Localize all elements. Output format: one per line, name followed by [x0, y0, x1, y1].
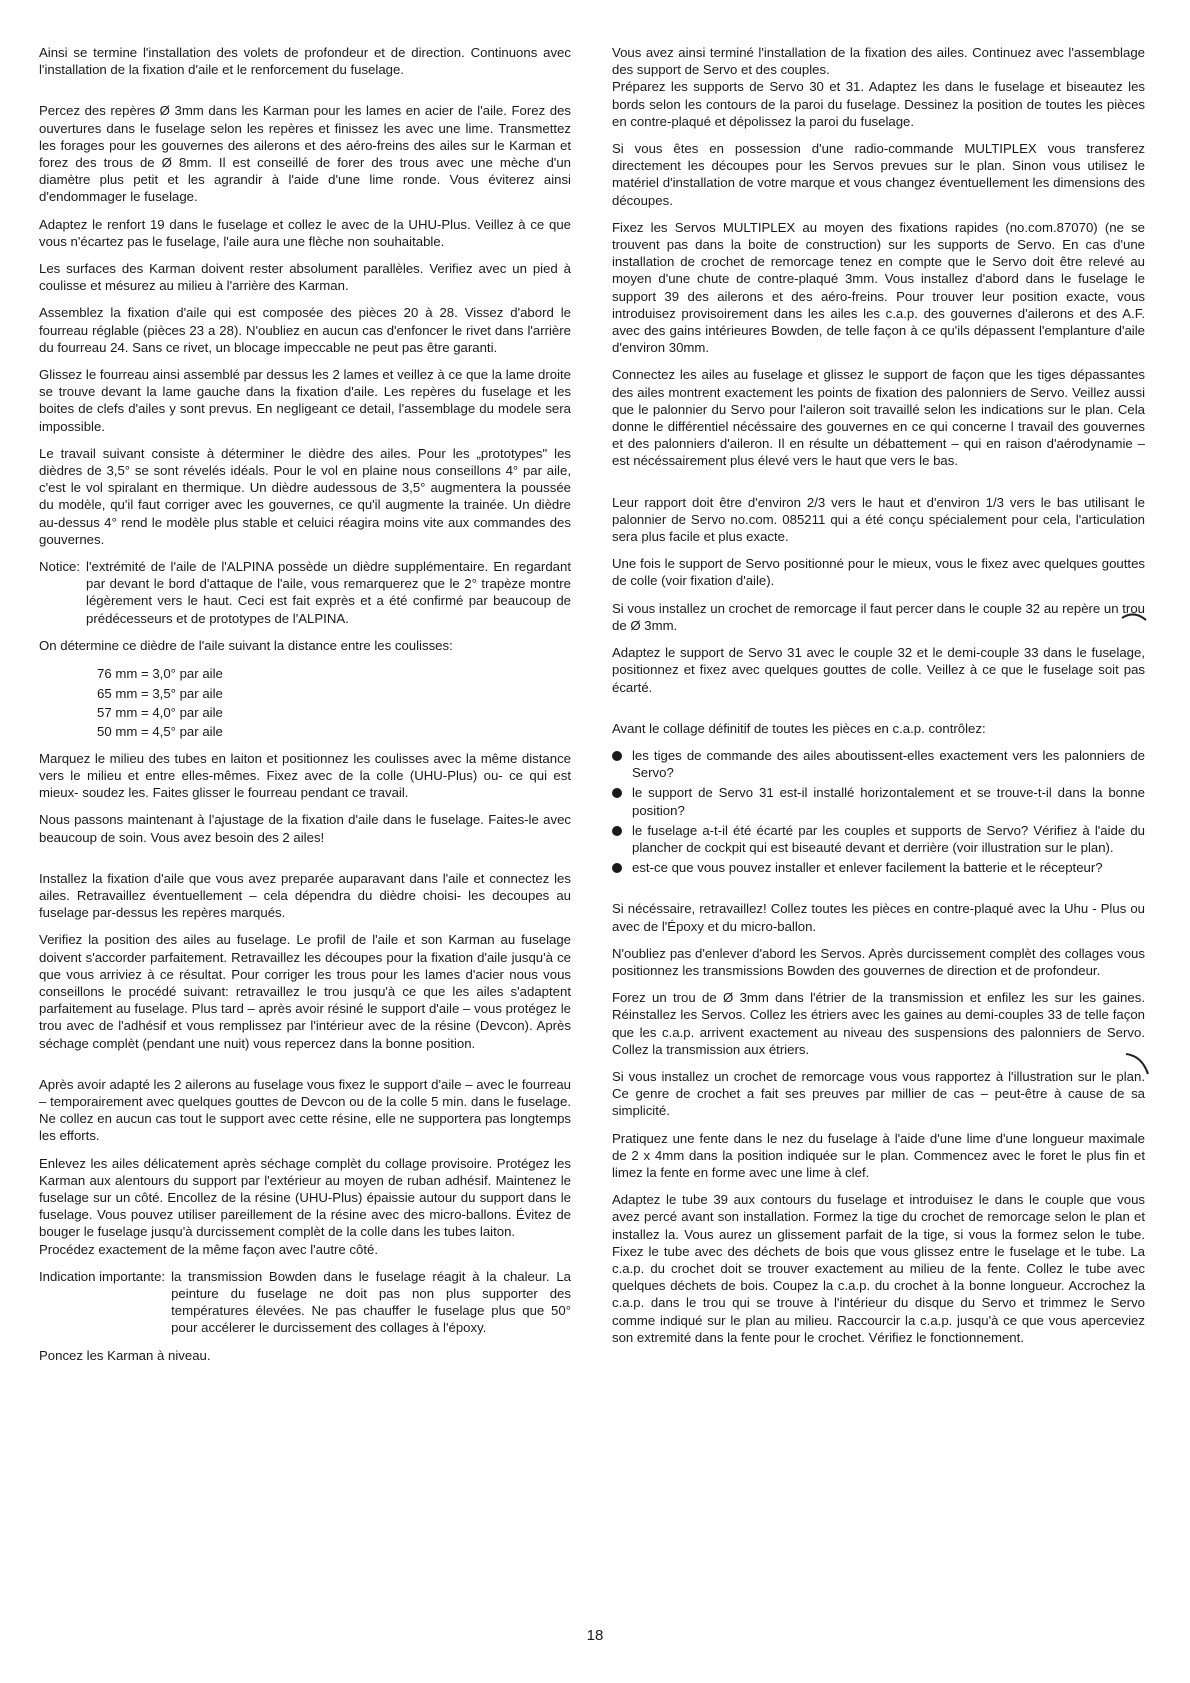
paragraph: Procédez exactement de la même façon avec l'autre côté.	[39, 1241, 378, 1257]
paragraph: Le travail suivant consiste à déterminer le dièdre des ailes. Pour les „prototypes" les dièdres de 3,5° se sont révelés idéals. Pour le vol en plaine nous conseillons 4° par aile, c'est le vol spiralant en thermique. Un dièdre audessous de 3,5° augmentera la poussée du modèle, qu'il faut corriger avec les gouvernes, ce qu'il augmente la trainée. Un dièdre au-dessus 4° rend le modèle plus stable et celuici réagira moins vite aux commandes des gouvernes.	[39, 445, 571, 547]
paragraph: Adaptez le tube 39 aux contours du fuselage et introduisez le dans le couple que vous avez percé avant son installation. Formez la tige du crochet de remorcage selon le plan et installez la. Vous aurez un glissement parfait de la tige, si vous la formez selon le tube. Fixez le tube avec des déchets de bois que vous glissez entre le fuselage et le tube. La c.a.p. du crochet doit se trouver exactement au milieu de la fente. Collez le tube avec quelques déchets de bois. Coupez la c.a.p. du crochet à la bonne longueur. Accrochez la c.a.p. dans le trou qui se trouve à l'intérieur du disque du Servo et trimmez le Servo comme indiqué sur le plan au milieu. Raccourcir la c.a.p. jusqu'à ce que vous aperceviez son extremité dans la fente pour le crochet. Vérifiez le fonctionnement.	[612, 1192, 1145, 1345]
bullet-icon	[612, 788, 622, 798]
paragraph: Si nécéssaire, retravaillez! Collez toutes les pièces en contre-plaqué avec la Uhu - Plus ou avec de l'Époxy et du micro-ballon.	[612, 901, 1145, 934]
paragraph: Si vous installez un crochet de remorcage vous vous rapportez à l'illustration sur le plan. Ce genre de crochet a fait ses preuves par millier de cas – peut-être à cause de sa simplicité.	[612, 1068, 1145, 1119]
paragraph: Poncez les Karman à niveau.	[39, 1347, 211, 1363]
paragraph: Forez un trou de Ø 3mm dans l'étrier de la transmission et enfilez les sur les gaines. Réinstallez les Servos. Collez les étriers avec les gaines au demi-couples 33 de telle façon que les c.a.p. arrivent exactement au niveau des suspensions des palonniers de Servo. Collez la transmission aux étriers.	[612, 990, 1145, 1057]
paragraph: Préparez les supports de Servo 30 et 31. Adaptez les dans le fuselage et biseautez les bords selon les contours de la paroi du fuselage. Dessinez la position de toutes les pièces en contre-plaqué et dépolissez la paroi du fuselage.	[612, 79, 1145, 129]
checklist-text: les tiges de commande des ailes aboutissent-elles exactement vers les palonniers de Servo?	[632, 747, 1145, 781]
paragraph: Installez la fixation d'aile que vous avez preparée auparavant dans l'aile et connectez les ailes. Retravaillez éventuellement – cela dépendra du dièdre choisi- les decoupes au fuselage par-dessus les repères marqués.	[39, 870, 571, 921]
important-label: Indication importante:	[39, 1268, 166, 1284]
dihedral-value: 65 mm = 3,5° par aile	[97, 685, 223, 701]
important-note	[39, 1268, 571, 1337]
notice-label: Notice:	[39, 559, 81, 575]
checklist-text: le fuselage a-t-il été écarté par les couples et supports de Servo? Vérifiez à l'aide du plancher de cockpit qui est biseauté devant et derrière (voir illustration sur le plan).	[632, 822, 1145, 855]
checklist	[612, 747, 1145, 876]
important-text: la transmission Bowden dans le fuselage réagit à la chaleur. La peinture du fuselage ne doit pas non plus supporter des températures élevées. Ne pas chauffer le fuselage plus que 50° pour accélerer le durcissement des collages à l'époxy.	[171, 1268, 571, 1336]
checklist-item	[612, 859, 1145, 876]
paragraph: Si vous installez un crochet de remorcage il faut percer dans le couple 32 au repère un trou de Ø 3mm.	[612, 600, 1145, 633]
paragraph: Après avoir adapté les 2 ailerons au fuselage vous fixez le support d'aile – avec le fourreau – temporairement avec quelques gouttes de Devcon ou de la colle 5 min. dans le fuselage. Ne collez en aucun cas tout le support avec cette résine, elle ne supportera pas longtemps les efforts.	[39, 1076, 571, 1144]
paragraph: Avant le collage définitif de toutes les pièces en c.a.p. contrôlez:	[612, 720, 986, 736]
bullet-icon	[612, 826, 622, 836]
paragraph: On détermine ce dièdre de l'aile suivant la distance entre les coulisses:	[39, 637, 453, 653]
checklist-item	[612, 784, 1145, 818]
paragraph: Enlevez les ailes délicatement après séchage complèt du collage provisoire. Protégez les Karman aux alentours du support par l'extérieur au moyen de ruban adhésif. Maintenez le fuselage sur un côté. Encollez de la résine (UHU-Plus) épaissie autour du support dans le fuselage. Vous pouvez utiliser pareillement de la résine avec des micro-ballons. Évitez de bouger le fuselage jusqu'à durcissement complèt de la colle dans les tubes laiton.	[39, 1155, 571, 1240]
dihedral-value: 50 mm = 4,5° par aile	[97, 724, 223, 740]
checklist-item	[612, 822, 1145, 856]
checklist-text: est-ce que vous pouvez installer et enlever facilement la batterie et le récepteur?	[632, 860, 1103, 876]
paragraph: Vous avez ainsi terminé l'installation de la fixation des ailes. Continuez avec l'assemblage des support de Servo et des couples.	[612, 45, 1145, 78]
paragraph: Assemblez la fixation d'aile qui est composée des pièces 20 à 28. Vissez d'abord le fourreau réglable (pièces 23 a 28). N'oubliez en aucun cas d'enfoncer le rivet dans l'arrière du fourreau 24. Sans ce rivet, un blocage impeccable ne peut pas être garanti.	[39, 305, 571, 355]
dihedral-value: 57 mm = 4,0° par aile	[97, 704, 223, 720]
paragraph: Leur rapport doit être d'environ 2/3 vers le haut et d'environ 1/3 vers le bas utilisant le palonnier de Servo no.com. 085211 qui a été conçu spécialement pour cela, l'articulation sera plus facile et plus exacte.	[612, 494, 1145, 545]
paragraph: Glissez le fourreau ainsi assemblé par dessus les 2 lames et veillez à ce que la lame droite se trouve devant la lame gauche dans la fixation d'aile. Les repères du fuselage et les boites de clefs d'ailes y sont prevus. En negligeant ce detail, l'assemblage du modele sera impossible.	[39, 367, 571, 434]
paragraph: Adaptez le renfort 19 dans le fuselage et collez le avec de la UHU-Plus. Veillez à ce que vous n'écartez pas le fuselage, l'aile aura une flèche non souhaitable.	[39, 216, 571, 249]
dihedral-value: 76 mm = 3,0° par aile	[97, 666, 223, 682]
paragraph: Adaptez le support de Servo 31 avec le couple 32 et le demi-couple 33 dans le fuselage, positionnez et fixez avec quelques gouttes de colle. Veillez à ce que le fuselage soit pas écarté.	[612, 645, 1145, 695]
paragraph: Verifiez la position des ailes au fuselage. Le profil de l'aile et son Karman au fuselage doivent s'accorder parfaitement. Retravaillez les découpes pour la fixation d'aile jusqu'à ce que vous arriviez à ce résultat. Pour corriger les trous pour les lames d'acier nous vous conseillons le procédé suivant: retravaillez le trou jusqu'à ce que les ailes s'adaptent parfaitement au fuselage. Plus tard – après avoir résiné le support d'aile – vous protégez le trou avec de l'adhésif et vous remplissez par l'intérieur avec de la résine (Devcon). Après séchage complèt (pendant une nuit) vous repercez dans la bonne position.	[39, 932, 571, 1051]
paragraph: Pratiquez une fente dans le nez du fuselage à l'aide d'une lime d'une longueur maximale de 2 x 4mm dans la position indiquée sur le plan. Commencez avec le foret le plus fin et limez la fente en forme avec une lime à clef.	[612, 1130, 1145, 1180]
scan-arc-mark	[1120, 612, 1150, 636]
paragraph: Ainsi se termine l'installation des volets de profondeur et de direction. Continuons avec l'installation de la fixation d'aile et le renforcement du fuselage.	[39, 45, 571, 78]
paragraph: Les surfaces des Karman doivent rester absolument parallèles. Verifiez avec un pied à coulisse et mésurez au milieu à l'arrière des Karman.	[39, 261, 571, 294]
paragraph: Percez des repères Ø 3mm dans les Karman pour les lames en acier de l'aile. Forez des ouvertures dans le fuselage selon les repères et finissez les avec une lime. Transmettez les forages pour les gouvernes des ailerons et des aéro-freins des ailes sur le Karman et forez des trous de Ø 8mm. Il est conseillé de forer des trous avec une mèche d'un diamètre plus petit et les agrandir à l'aide d'une lime ronde. Vous éviterez ainsi d'endommager le fuselage.	[39, 103, 571, 205]
notice-text: l'extrémité de l'aile de l'ALPINA possède un dièdre supplémentaire. En regardant par devant le bord d'attaque de l'aile, vous remarquerez que le 2° trapèze montre légèrement vers le haut. Ceci est fait exprès et a été confirmé par beaucoup de prédécesseurs et de prototypes de l'ALPINA.	[86, 559, 571, 626]
paragraph: Si vous êtes en possession d'une radio-commande MULTIPLEX vous transferez directement les découpes pour les Servos prevues sur le plan. Sinon vous utilisez le matériel d'installation de votre marque et vous changez éventuellement les dimensions des découpes.	[612, 141, 1145, 208]
scan-arc-mark	[1124, 1052, 1152, 1080]
notice	[39, 558, 571, 627]
dihedral-values-list	[97, 664, 571, 742]
checklist-item	[612, 747, 1145, 781]
paragraph: Une fois le support de Servo positionné pour le mieux, vous le fixez avec quelques gouttes de colle (voir fixation d'aile).	[612, 556, 1145, 589]
left-column	[39, 44, 571, 1374]
paragraph: Marquez le milieu des tubes en laiton et positionnez les coulisses avec la même distance vers le milieu et entre elles-mêmes. Fixez avec de la colle (UHU-Plus) ou- ce qui est mieux- soudez les. Faites glisser le fourreau pendant ce travail.	[39, 750, 571, 801]
bullet-icon	[612, 751, 622, 761]
checklist-text: le support de Servo 31 est-il installé horizontalement et se trouve-t-il dans la bonne position?	[632, 785, 1145, 818]
paragraph: Connectez les ailes au fuselage et glissez le support de façon que les tiges dépassantes des ailes montrent exactement les points de fixation des palonniers de Servo. Veillez aussi que le palonnier du Servo pour l'aileron soit travaillé selon les indications sur le plan. Cela donne le différentiel nécéssaire des gouvernes en ce qui concerne l travail des gouvernes et des palonniers d'aileron. Il en résulte un débattement – qui en raison d'aérodynamie – est nécéssairement plus élevé vers le haut que vers le bas.	[612, 367, 1145, 469]
paragraph: N'oubliez pas d'enlever d'abord les Servos. Après durcissement complèt des collages vous positionnez les transmissions Bowden des gouvernes de direction et de profondeur.	[612, 945, 1145, 978]
bullet-icon	[612, 863, 622, 873]
page-number: 18	[586, 1627, 604, 1644]
right-column	[612, 44, 1145, 1356]
paragraph: Fixez les Servos MULTIPLEX au moyen des fixations rapides (no.com.87070) (ne se trouvent pas dans la boite de construction) sur les supports de Servo. En cas d'une installation de crochet de remorcage tenez en compte que le Servo doit être relevé au moyen d'une chute de contre-plaqué 3mm. Vous installez d'abord dans le fuselage le support 39 des ailerons et des aéro-freins. Pour trouver leur position exacte, vous introduisez provisoirement dans les ailes les c.a.p. des gouvernes d'ailerons et des A.F. avec des gains intérieures Bowden, de telle façon à ce qu'ils dépassent l'emplanture d'aile d'environ 30mm.	[612, 219, 1145, 356]
paragraph: Nous passons maintenant à l'ajustage de la fixation d'aile dans le fuselage. Faites-le avec beaucoup de soin. Vous avez besoin des 2 ailes!	[39, 812, 571, 845]
